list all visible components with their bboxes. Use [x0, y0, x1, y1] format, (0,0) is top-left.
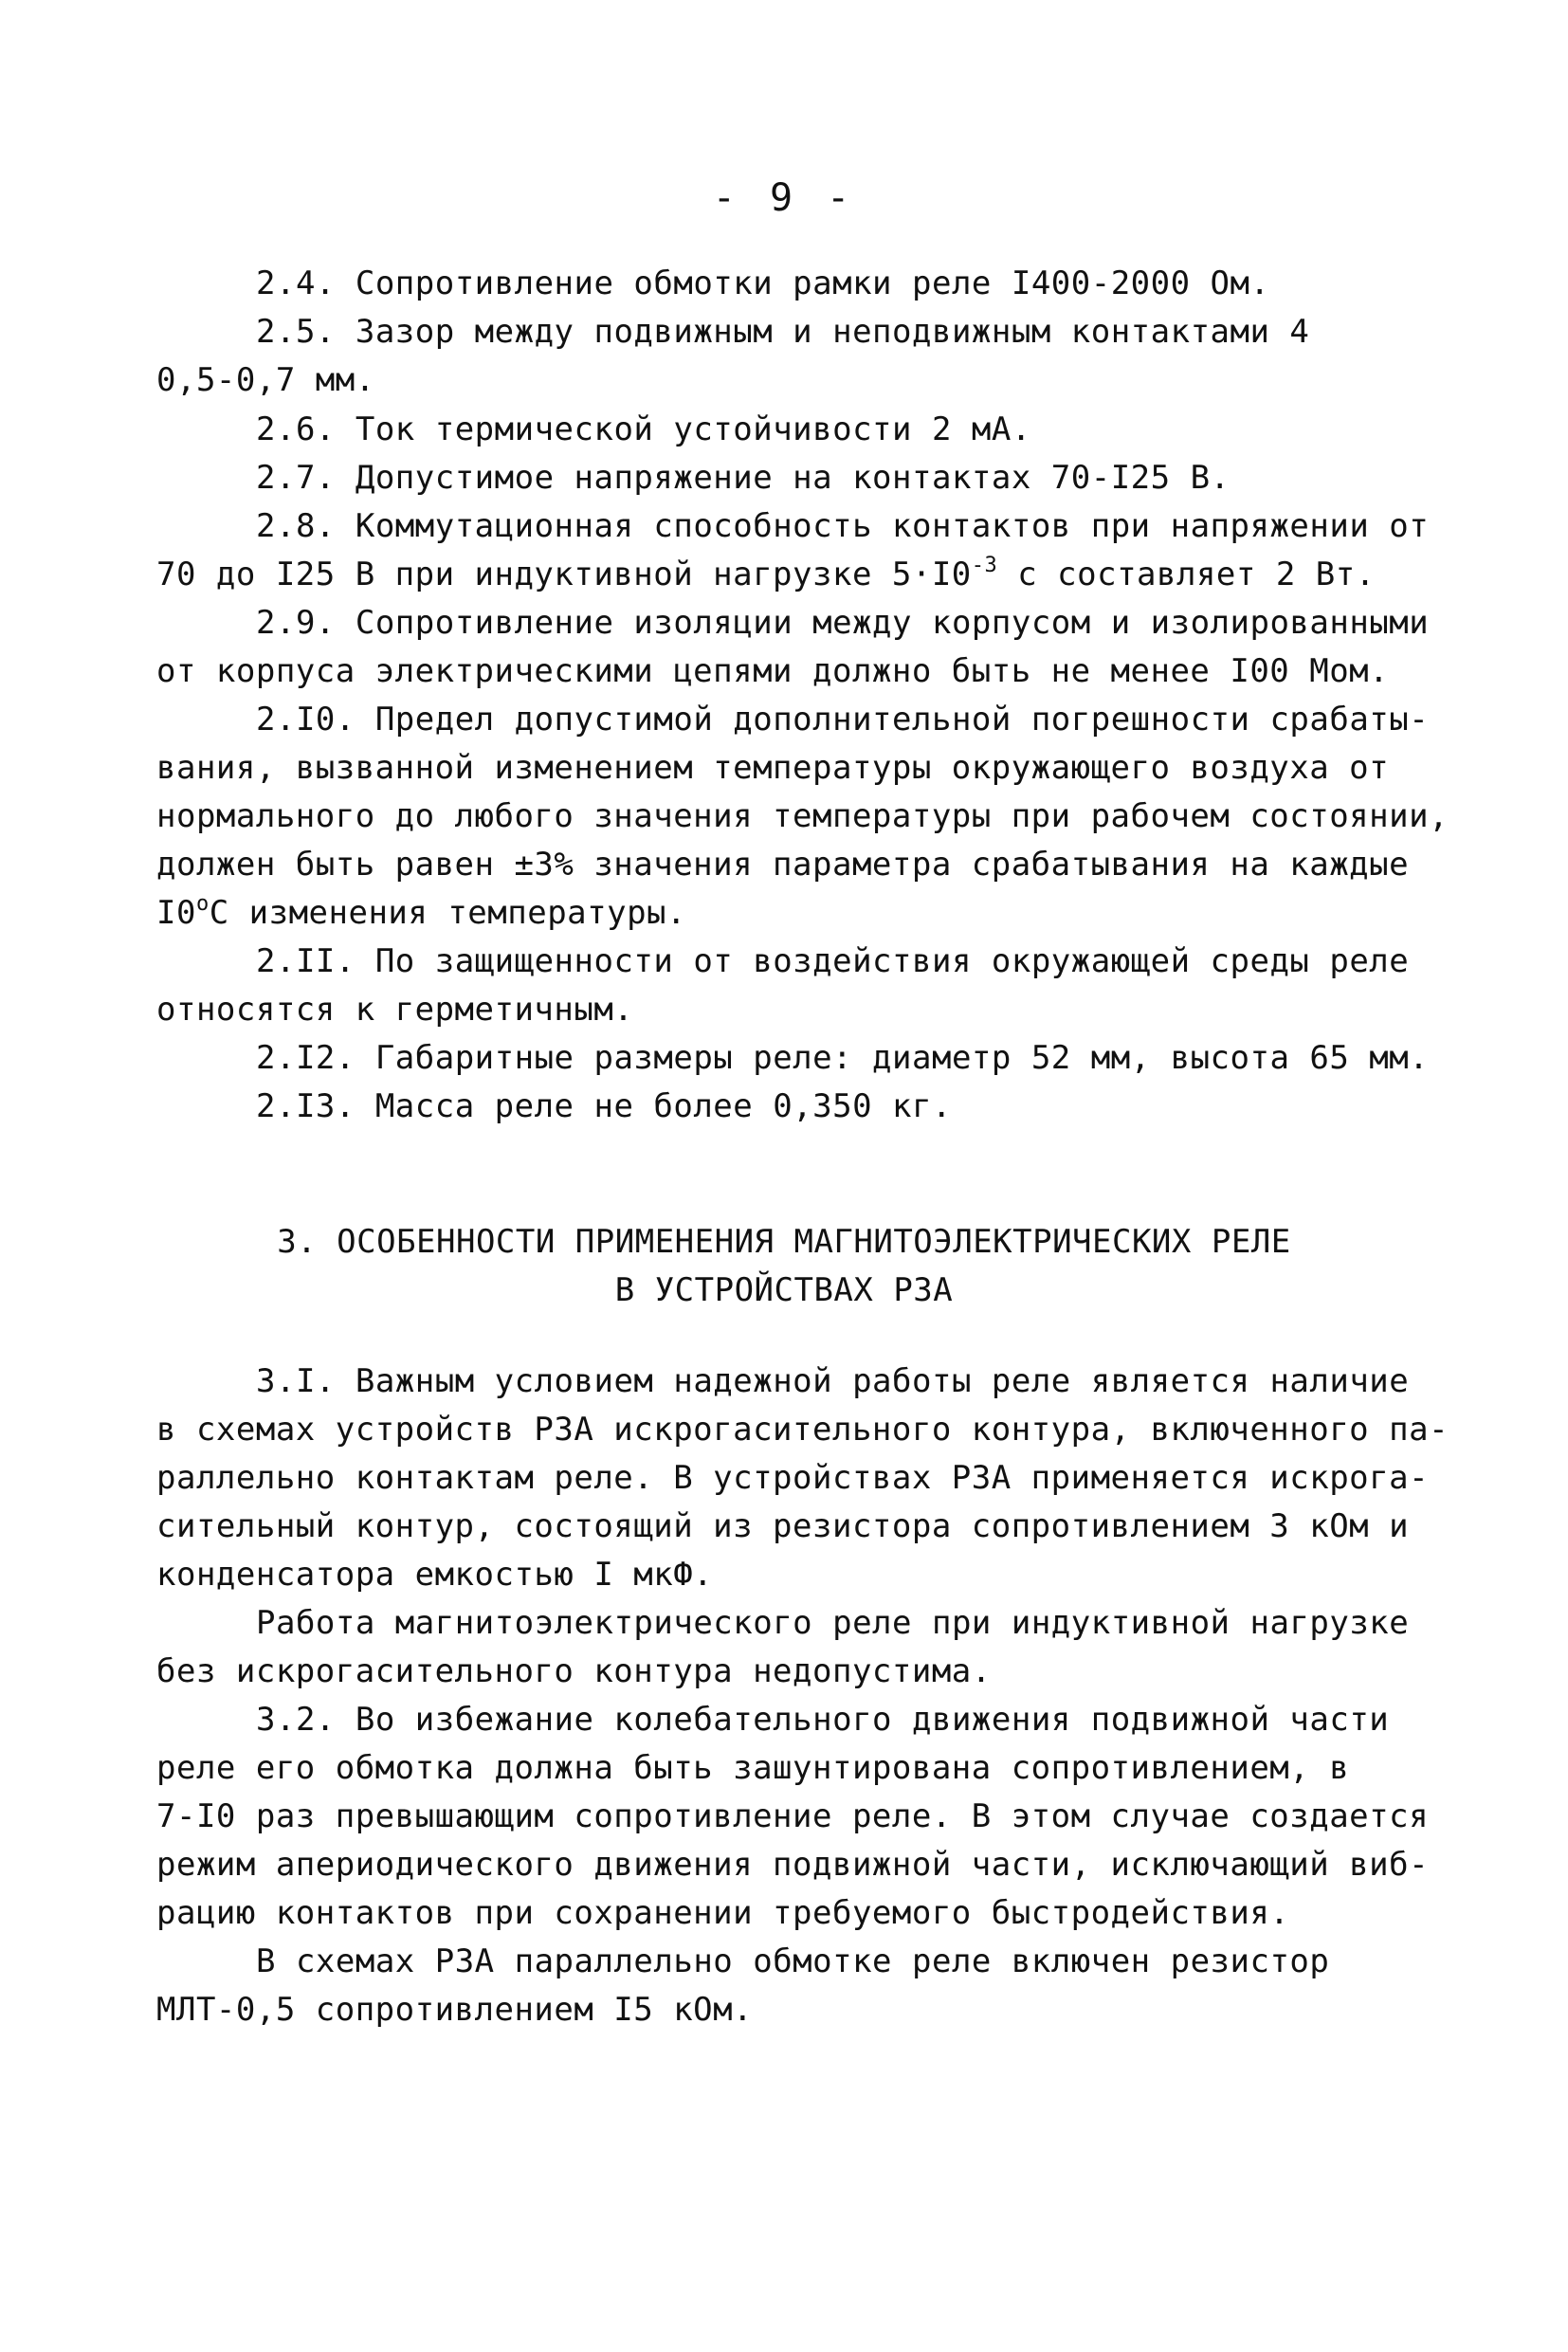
item-2-5-line1: 2.5. Зазор между подвижным и неподвижным контактами 4 — [256, 313, 1310, 351]
item-2-9-line2: от корпуса электрическими цепями должно быть не менее I00 Мом. — [156, 652, 1390, 690]
paragraph-3-2-extra-line2: МЛТ-0,5 сопротивлением I5 кОм. — [156, 1991, 754, 2029]
item-2-11-line1: 2.II. По защищенности от воздействия окружающей среды реле — [256, 942, 1410, 980]
item-2-11-line2: относятся к герметичным. — [156, 991, 634, 1029]
item-2-8-line2 — [156, 554, 1376, 593]
item-2-8-line2-pre: 70 до I25 В при индуктивной нагрузке 5·I0 — [156, 556, 972, 593]
item-3-2-line2: реле его обмотка должна быть зашунтирована сопротивлением, в — [156, 1749, 1350, 1787]
item-2-10-line5-pre: I0 — [156, 894, 196, 932]
item-2-6: 2.6. Ток термической устойчивости 2 мА. — [256, 410, 1031, 448]
section-3-heading-line2: В УСТРОЙСТВАХ РЗА — [614, 1271, 954, 1309]
section-3-heading-line1: 3. ОСОБЕННОСТИ ПРИМЕНЕНИЯ МАГНИТОЭЛЕКТРИЧЕСКИХ РЕЛЕ — [277, 1223, 1291, 1261]
item-3-1-line2: в схемах устройств РЗА искрогасительного контура, включенного па- — [156, 1411, 1449, 1449]
item-2-5-line2: 0,5-0,7 мм. — [156, 361, 375, 399]
paragraph-3-1-extra-line2: без искрогасительного контура недопустима. — [156, 1652, 992, 1690]
item-2-10-line3: нормального до любого значения температуры при рабочем состоянии, — [156, 797, 1449, 835]
degree-mark: о — [195, 892, 210, 916]
item-2-10-line1: 2.I0. Предел допустимой дополнительной погрешности срабаты- — [256, 701, 1430, 738]
item-2-8-line2-post: с составляет 2 Вт. — [997, 556, 1376, 593]
paragraph-3-2-extra-line1: В схемах РЗА параллельно обмотке реле включен резистор — [256, 1942, 1330, 1980]
item-3-1-line5: конденсатора емкостью I мкФ. — [156, 1556, 714, 1594]
paragraph-3-1-extra-line1: Работа магнитоэлектрического реле при индуктивной нагрузке — [256, 1604, 1410, 1642]
item-2-10-line5 — [156, 892, 686, 932]
item-2-10-line5-post: С изменения температуры. — [209, 894, 686, 932]
item-3-1-line1: 3.I. Важным условием надежной работы реле является наличие — [256, 1362, 1410, 1400]
item-3-2-line3: 7-I0 раз превышающим сопротивление реле. В этом случае создается — [156, 1797, 1430, 1835]
item-2-9-line1: 2.9. Сопротивление изоляции между корпусом и изолированными — [256, 604, 1430, 642]
item-2-8-exponent: -3 — [971, 554, 998, 577]
item-2-12: 2.I2. Габаритные размеры реле: диаметр 52 мм, высота 65 мм. — [256, 1039, 1430, 1077]
item-2-10-line4: должен быть равен ±3% значения параметра срабатывания на каждые — [156, 846, 1410, 884]
item-3-2-line1: 3.2. Во избежание колебательного движения подвижной части — [256, 1701, 1390, 1739]
page-number: - 9 - — [712, 176, 856, 220]
item-3-2-line4: режим апериодического движения подвижной части, исключающий виб- — [156, 1846, 1430, 1884]
item-2-8-line1: 2.8. Коммутационная способность контактов при напряжении от — [256, 507, 1430, 545]
item-2-4: 2.4. Сопротивление обмотки рамки реле I400-2000 Ом. — [256, 264, 1270, 302]
item-3-1-line3: раллельно контактам реле. В устройствах РЗА применяется искрога- — [156, 1459, 1430, 1497]
item-2-10-line2: вания, вызванной изменением температуры окружающего воздуха от — [156, 749, 1390, 787]
item-2-7: 2.7. Допустимое напряжение на контактах 70-I25 В. — [256, 459, 1231, 497]
item-3-2-line5: рацию контактов при сохранении требуемого быстродействия. — [156, 1894, 1290, 1932]
item-2-13: 2.I3. Масса реле не более 0,350 кг. — [256, 1087, 952, 1125]
item-3-1-line4: сительный контур, состоящий из резистора сопротивлением 3 кОм и — [156, 1507, 1410, 1545]
